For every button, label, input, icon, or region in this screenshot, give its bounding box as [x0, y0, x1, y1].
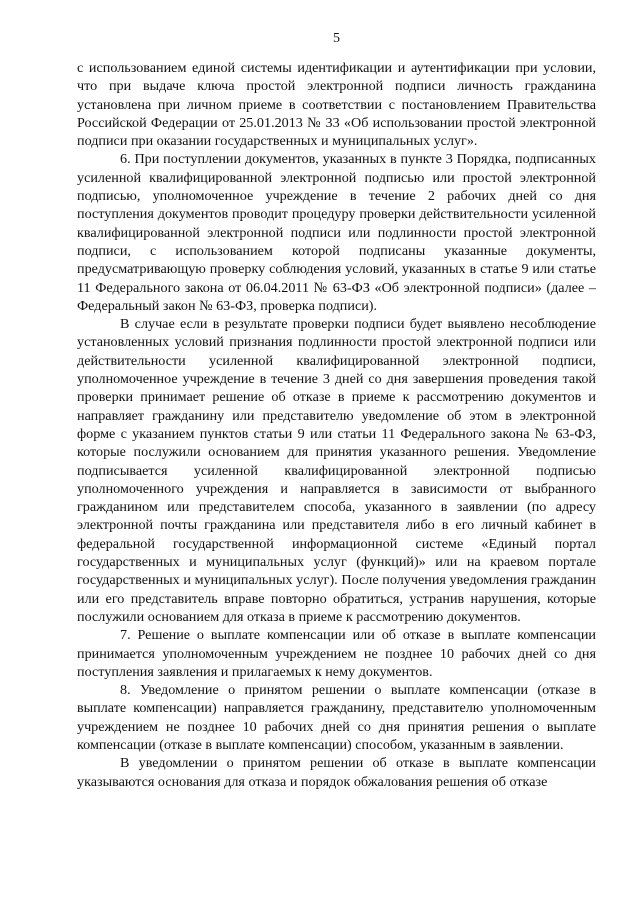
paragraph-item-7: 7. Решение о выплате компенсации или об отказе в выплате компенсации принимается уполномоченным учреждением не позднее 10 рабочих дней со дня поступления заявления и прилагаемых к нему документов.	[77, 627, 596, 680]
paragraph-continuation: с использованием единой системы идентификации и аутентификации при условии, что при выдаче ключа простой электронной подписи личность гражданина установлена при личном приеме в соответствии с постановлением Правительства Российской Федерации от 25.01.2013 № 33 «Об использовании простой электронной подписи при оказании государственных и муниципальных услуг».	[77, 60, 596, 150]
document-body	[77, 59, 596, 791]
paragraph-item-8: 8. Уведомление о принятом решении о выплате компенсации (отказе в выплате компенсации) направляется гражданину, представителю уполномоченным учреждением не позднее 10 рабочих дней со дня принятия решения о выплате компенсации (отказе в выплате компенсации) способом, указанным в заявлении.	[77, 682, 596, 753]
page-number: 5	[333, 31, 340, 46]
paragraph-item-6: 6. При поступлении документов, указанных в пункте 3 Порядка, подписанных усиленной квалифицированной электронной подписью или простой электронной подписью, уполномоченное учреждение в течение 2 рабочих дней со дня поступления документов проводит процедуру проверки действительности усиленной квалифицированной электронной подписи или подлинности простой электронной подписи, с использованием которой подписаны указанные документы, предусматривающую проверку соблюдения условий, указанных в статье 9 или статье 11 Федерального закона от 06.04.2011 № 63-ФЗ «Об электронной подписи» (далее – Федеральный закон № 63-ФЗ, проверка подписи).	[77, 151, 596, 314]
paragraph-signature-failure: В случае если в результате проверки подписи будет выявлено несоблюдение установленных условий признания подлинности простой электронной подписи или действительности усиленной квалифицированной электронной подписи, уполномоченное учреждение в течение 3 дней со дня завершения проведения такой проверки принимает решение об отказе в приеме к рассмотрению документов и направляет гражданину или представителю уведомление об этом в электронной форме с указанием пунктов статьи 9 или статьи 11 Федерального закона № 63-ФЗ, которые послужили основанием для принятия указанного решения. Уведомление подписывается усиленной квалифицированной электронной подписью уполномоченного учреждения и направляется в зависимости от выбранного гражданином или представителем способа, указанного в заявлении (по адресу электронной почты гражданина или представителя либо в его личный кабинет в федеральной государственной информационной системе «Единый портал государственных и муниципальных услуг (функций)» или на краевом портале государственных и муниципальных услуг). После получения уведомления гражданин или его представитель вправе повторно обратиться, устранив нарушения, которые послужили основанием для отказа в приеме к рассмотрению документов.	[77, 316, 596, 625]
paragraph-refusal-notice: В уведомлении о принятом решении об отказе в выплате компенсации указываются основания для отказа и порядок обжалования решения об отказе	[77, 755, 596, 790]
